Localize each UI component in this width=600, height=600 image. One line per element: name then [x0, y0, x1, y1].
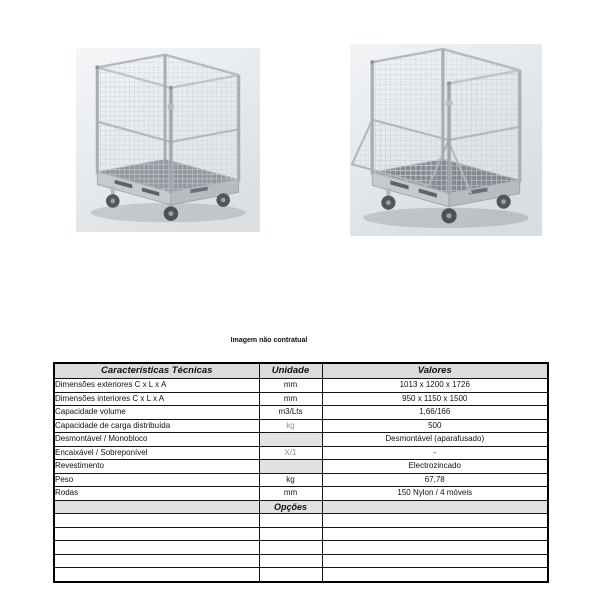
spec-value: 150 Nylon / 4 móveis — [322, 487, 548, 501]
spec-value: Electrozincado — [322, 460, 548, 474]
table-header-row — [54, 363, 548, 379]
table-row — [54, 487, 548, 501]
spec-value: 950 x 1150 x 1500 — [322, 392, 548, 406]
header-values: Valores — [322, 363, 548, 379]
empty-row — [54, 541, 548, 555]
image-disclaimer-caption: Imagem não contratual — [230, 337, 308, 344]
empty-row — [54, 527, 548, 541]
product-image-flap-open — [348, 44, 544, 236]
spec-name: Encaixável / Sobreponível — [54, 446, 259, 460]
spec-unit — [259, 460, 322, 474]
spec-value: 1013 x 1200 x 1726 — [322, 379, 548, 393]
table-row — [54, 379, 548, 393]
empty-row — [54, 554, 548, 568]
table-row — [54, 446, 548, 460]
spec-name: Desmontável / Monobloco — [54, 433, 259, 447]
spec-value: 1,66/166 — [322, 406, 548, 420]
table-row — [54, 473, 548, 487]
spec-name: Dimensões exteriores C x L x A — [54, 379, 259, 393]
table-row — [54, 392, 548, 406]
spec-unit: m3/Lts — [259, 406, 322, 420]
spec-value: Desmontável (aparafusado) — [322, 433, 548, 447]
roll-container-closed-illustration — [76, 48, 260, 232]
empty-row — [54, 514, 548, 528]
spec-name: Rodas — [54, 487, 259, 501]
table-row — [54, 460, 548, 474]
spec-value: - — [322, 446, 548, 460]
options-left-cell — [54, 500, 259, 514]
spec-value: 67,78 — [322, 473, 548, 487]
spec-value: 500 — [322, 419, 548, 433]
spec-unit: mm — [259, 379, 322, 393]
spec-name: Peso — [54, 473, 259, 487]
spec-unit: X/1 — [259, 446, 322, 460]
spec-unit: kg — [259, 419, 322, 433]
options-section-row — [54, 500, 548, 514]
options-section-label: Opções — [259, 500, 322, 514]
spec-unit: kg — [259, 473, 322, 487]
options-right-cell — [322, 500, 548, 514]
table-row — [54, 419, 548, 433]
header-unit: Unidade — [259, 363, 322, 379]
table-row — [54, 433, 548, 447]
spec-name: Capacidade de carga distribuída — [54, 419, 259, 433]
product-image-closed — [76, 48, 260, 232]
technical-specs-table — [53, 362, 549, 583]
spec-unit — [259, 433, 322, 447]
roll-container-open-illustration — [348, 44, 544, 236]
spec-unit: mm — [259, 392, 322, 406]
spec-name: Dimensões interiores C x L x A — [54, 392, 259, 406]
spec-unit: mm — [259, 487, 322, 501]
header-characteristics: Características Técnicas — [54, 363, 259, 379]
table-row — [54, 406, 548, 420]
empty-row — [54, 568, 548, 582]
spec-name: Revestimento — [54, 460, 259, 474]
spec-name: Capacidade volume — [54, 406, 259, 420]
